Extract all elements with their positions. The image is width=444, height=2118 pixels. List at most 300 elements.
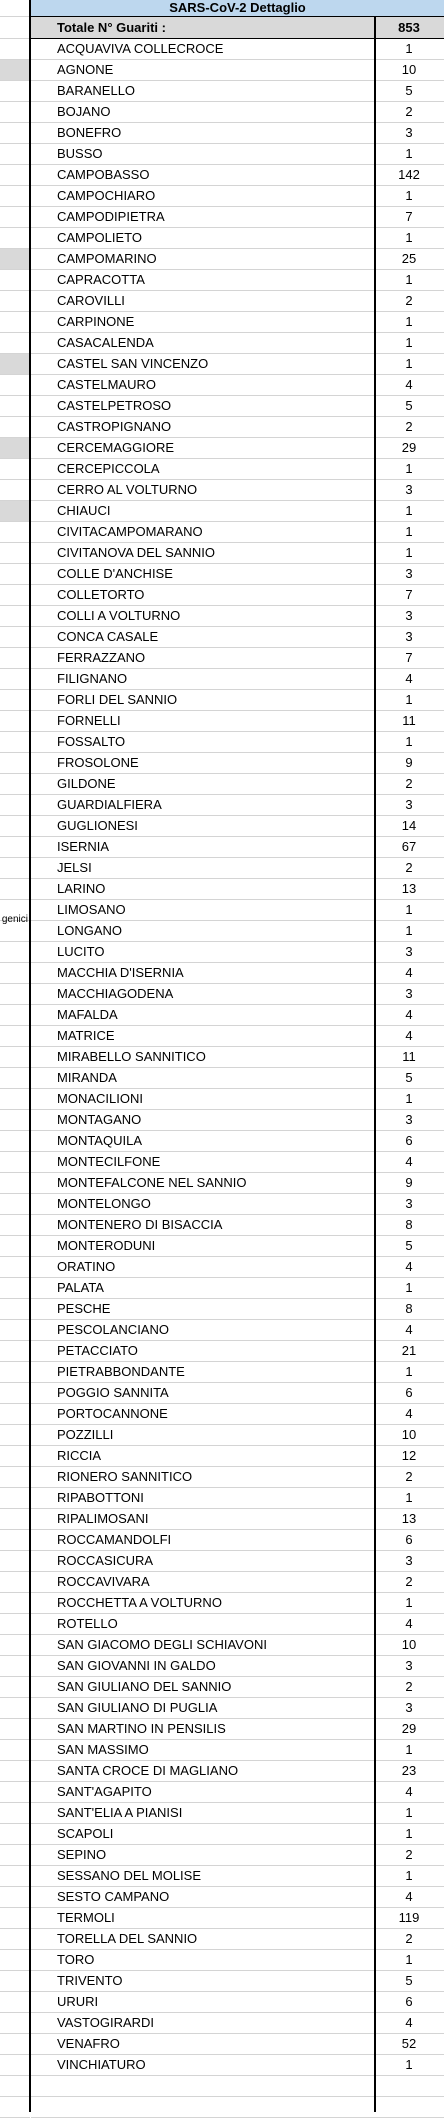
left-cell: [0, 690, 30, 711]
table-row: [31, 1005, 444, 1026]
left-cell: [0, 1845, 30, 1866]
table-row: [31, 753, 444, 774]
left-cell: [0, 1509, 30, 1530]
comune-name: VENAFRO: [57, 2036, 120, 2051]
table-row: [31, 837, 444, 858]
left-cell: [0, 1761, 30, 1782]
guariti-count: 3: [405, 944, 413, 959]
comune-name: SANT'ELIA A PIANISI: [57, 1805, 183, 1820]
left-cell: [0, 249, 30, 270]
table-row: [31, 984, 444, 1005]
left-cell: [0, 1908, 30, 1929]
comune-name: GILDONE: [57, 776, 116, 791]
comune-name: PESCOLANCIANO: [57, 1322, 169, 1337]
comune-name: CONCA CASALE: [57, 629, 159, 644]
comune-name: MONTAQUILA: [57, 1133, 142, 1148]
left-cell: [0, 81, 30, 102]
guariti-count: 1: [405, 1742, 413, 1757]
left-cell: [0, 1446, 30, 1467]
table-row: [31, 60, 444, 81]
comune-name: FOSSALTO: [57, 734, 126, 749]
table-row: [31, 1278, 444, 1299]
table-row: [31, 81, 444, 102]
table-row: [31, 1887, 444, 1908]
left-cell: [0, 942, 30, 963]
guariti-count: 10: [401, 62, 417, 77]
comune-name: CASTELMAURO: [57, 377, 156, 392]
guariti-count: 1: [405, 146, 413, 161]
left-cell: [0, 522, 30, 543]
left-cell: [0, 312, 30, 333]
guariti-count: 5: [405, 1070, 413, 1085]
table-row: [31, 165, 444, 186]
left-cell: [0, 1068, 30, 1089]
guariti-count: 3: [405, 1658, 413, 1673]
guariti-count: 7: [405, 650, 413, 665]
comune-name: BARANELLO: [57, 83, 136, 98]
left-cell: [0, 1572, 30, 1593]
left-cell: [0, 732, 30, 753]
left-cell: [0, 1194, 30, 1215]
guariti-count: 67: [401, 839, 417, 854]
guariti-count: 1: [405, 1091, 413, 1106]
comune-name: PETACCIATO: [57, 1343, 138, 1358]
table-row: [31, 1236, 444, 1257]
left-cell: [0, 1782, 30, 1803]
table-row: [31, 1677, 444, 1698]
left-cell: [0, 606, 30, 627]
table-row: [31, 522, 444, 543]
table-row: [31, 1845, 444, 1866]
guariti-count: 2: [405, 1574, 413, 1589]
table-row: [31, 648, 444, 669]
comune-name: TERMOLI: [57, 1910, 115, 1925]
guariti-count: 13: [401, 881, 417, 896]
table-row: [31, 438, 444, 459]
left-cell: [0, 1803, 30, 1824]
left-cell: [0, 39, 30, 60]
comune-name: PIETRABBONDANTE: [57, 1364, 185, 1379]
table-row: [31, 1362, 444, 1383]
table-row: [31, 1404, 444, 1425]
guariti-count: 4: [405, 1406, 413, 1421]
table-row: [31, 732, 444, 753]
comune-name: SAN MARTINO IN PENSILIS: [57, 1721, 226, 1736]
guariti-count: 3: [405, 566, 413, 581]
comune-name: CERCEMAGGIORE: [57, 440, 175, 455]
left-cell: [0, 1236, 30, 1257]
left-cell: [0, 669, 30, 690]
left-cell: [0, 165, 30, 186]
table-row: [31, 669, 444, 690]
guariti-count: 9: [405, 755, 413, 770]
left-cell: [0, 333, 30, 354]
comune-name: ISERNIA: [57, 839, 110, 854]
left-cell: [0, 291, 30, 312]
table-row: [31, 249, 444, 270]
left-cell: [0, 417, 30, 438]
comune-name: ORATINO: [57, 1259, 116, 1274]
comune-name: RIONERO SANNITICO: [57, 1469, 193, 1484]
comune-name: LIMOSANO: [57, 902, 126, 917]
table-row: [31, 1215, 444, 1236]
table-row: [31, 1551, 444, 1572]
comune-name: BUSSO: [57, 146, 103, 161]
left-cell: [0, 1299, 30, 1320]
table-row: [31, 1992, 444, 2013]
left-cell: [0, 627, 30, 648]
guariti-count: 5: [405, 398, 413, 413]
table-row: [31, 963, 444, 984]
guariti-count: 8: [405, 1301, 413, 1316]
table-row: [31, 1971, 444, 1992]
table-row: [31, 459, 444, 480]
comune-name: MONTAGANO: [57, 1112, 142, 1127]
comune-name: VASTOGIRARDI: [57, 2015, 155, 2030]
guariti-count: 29: [401, 1721, 417, 1736]
guariti-count: 3: [405, 629, 413, 644]
comune-name: MONTENERO DI BISACCIA: [57, 1217, 223, 1232]
table-row: [31, 1320, 444, 1341]
left-cell: [0, 1698, 30, 1719]
guariti-count: 4: [405, 1784, 413, 1799]
comune-name: CASTEL SAN VINCENZO: [57, 356, 209, 371]
comune-name: JELSI: [57, 860, 92, 875]
comune-name: TORO: [57, 1952, 95, 1967]
comune-name: CAROVILLI: [57, 293, 125, 308]
guariti-count: 4: [405, 1154, 413, 1169]
table-row: [31, 354, 444, 375]
table-row: [31, 1299, 444, 1320]
comune-name: MACCHIAGODENA: [57, 986, 174, 1001]
left-cell: [0, 1719, 30, 1740]
guariti-count: 4: [405, 965, 413, 980]
comune-name: GUARDIALFIERA: [57, 797, 162, 812]
left-cell: [0, 1530, 30, 1551]
comune-name: CAMPOBASSO: [57, 167, 150, 182]
left-column-fragment-text: genici: [1, 914, 28, 925]
table-row: [31, 1068, 444, 1089]
comune-name: MONACILIONI: [57, 1091, 143, 1106]
comune-name: ROCCHETTA A VOLTURNO: [57, 1595, 222, 1610]
left-cell: [0, 1173, 30, 1194]
left-cell: [0, 1320, 30, 1341]
comune-name: CIVITANOVA DEL SANNIO: [57, 545, 215, 560]
left-cell: [0, 60, 30, 81]
comune-name: SAN MASSIMO: [57, 1742, 149, 1757]
left-cell: [0, 837, 30, 858]
left-cell: [0, 1593, 30, 1614]
guariti-count: 1: [405, 314, 413, 329]
guariti-count: 2: [405, 1469, 413, 1484]
guariti-count: 1: [405, 230, 413, 245]
left-cell: [0, 2097, 30, 2118]
guariti-count: 1: [405, 1280, 413, 1295]
guariti-count: 2: [405, 1847, 413, 1862]
table-row: [31, 270, 444, 291]
guariti-count: 1: [405, 734, 413, 749]
left-cell: [0, 438, 30, 459]
guariti-count: 14: [401, 818, 417, 833]
comune-name: CHIAUCI: [57, 503, 111, 518]
comune-name: MONTELONGO: [57, 1196, 151, 1211]
table-row: [31, 1488, 444, 1509]
guariti-count: 3: [405, 1196, 413, 1211]
table-row: [31, 627, 444, 648]
guariti-count: 3: [405, 986, 413, 1001]
comune-name: CAMPODIPIETRA: [57, 209, 165, 224]
left-cell: [0, 102, 30, 123]
comune-name: VINCHIATURO: [57, 2057, 146, 2072]
comune-name: SCAPOLI: [57, 1826, 114, 1841]
guariti-count: 3: [405, 1700, 413, 1715]
table-row: [31, 942, 444, 963]
table-row: [31, 1824, 444, 1845]
table-row: [31, 480, 444, 501]
guariti-count: 1: [405, 1490, 413, 1505]
guariti-count: 4: [405, 2015, 413, 2030]
table-row: [31, 1467, 444, 1488]
guariti-count: 1: [405, 2057, 413, 2072]
comune-name: MATRICE: [57, 1028, 115, 1043]
guariti-count: 4: [405, 1259, 413, 1274]
comune-name: PORTOCANNONE: [57, 1406, 168, 1421]
left-cell: [0, 18, 30, 39]
guariti-count: 6: [405, 1133, 413, 1148]
table-row: [31, 501, 444, 522]
table-row: [31, 816, 444, 837]
table-row: [31, 2013, 444, 2034]
left-cell: [0, 1887, 30, 1908]
left-cell: [0, 1110, 30, 1131]
left-cell: [0, 1488, 30, 1509]
guariti-count: 3: [405, 482, 413, 497]
left-cell: [0, 711, 30, 732]
total-row: [31, 17, 444, 39]
comune-name: SANT'AGAPITO: [57, 1784, 152, 1799]
guariti-count: 9: [405, 1175, 413, 1190]
guariti-count: 6: [405, 1994, 413, 2009]
table-row: [31, 1761, 444, 1782]
guariti-count: 1: [405, 545, 413, 560]
table-row: [31, 144, 444, 165]
left-cell: [0, 1656, 30, 1677]
comune-name: CIVITACAMPOMARANO: [57, 524, 203, 539]
table-row: [31, 375, 444, 396]
left-cell: [0, 564, 30, 585]
guariti-count: 5: [405, 1973, 413, 1988]
guariti-count: 1: [405, 692, 413, 707]
table-row: [31, 1257, 444, 1278]
guariti-count: 3: [405, 1112, 413, 1127]
comune-name: LONGANO: [57, 923, 123, 938]
table-row: [31, 291, 444, 312]
table-row: [31, 1782, 444, 1803]
left-cell: [0, 501, 30, 522]
comune-name: SESTO CAMPANO: [57, 1889, 170, 1904]
comune-name: CASTROPIGNANO: [57, 419, 172, 434]
table-row: [31, 2055, 444, 2076]
left-cell: [0, 1971, 30, 1992]
comune-name: AGNONE: [57, 62, 114, 77]
table-row: [31, 1110, 444, 1131]
comune-name: MONTECILFONE: [57, 1154, 161, 1169]
comune-name: PALATA: [57, 1280, 104, 1295]
comune-name: MONTERODUNI: [57, 1238, 156, 1253]
comune-name: CASACALENDA: [57, 335, 154, 350]
table-row: [31, 1950, 444, 1971]
guariti-count: 7: [405, 587, 413, 602]
comune-name: COLLI A VOLTURNO: [57, 608, 181, 623]
comune-name: CAMPOCHIARO: [57, 188, 156, 203]
guariti-count: 23: [401, 1763, 417, 1778]
comune-name: SAN GIULIANO DEL SANNIO: [57, 1679, 232, 1694]
left-cell: [0, 543, 30, 564]
table-row: [31, 1026, 444, 1047]
left-cell: [0, 2013, 30, 2034]
table-row: [31, 2034, 444, 2055]
table-row: [31, 1803, 444, 1824]
guariti-count: 1: [405, 41, 413, 56]
table-row: [31, 921, 444, 942]
comune-name: RIPALIMOSANI: [57, 1511, 149, 1526]
table-row: [31, 1425, 444, 1446]
guariti-count: 4: [405, 1007, 413, 1022]
table-row: [31, 564, 444, 585]
left-cell: [0, 1362, 30, 1383]
left-cell: [0, 1614, 30, 1635]
left-cell: [0, 1047, 30, 1068]
guariti-count: 12: [401, 1448, 417, 1463]
guariti-count: 21: [401, 1343, 417, 1358]
table-row: [31, 186, 444, 207]
table-row: [31, 1383, 444, 1404]
guariti-count: 2: [405, 776, 413, 791]
guariti-count: 3: [405, 125, 413, 140]
comune-name: FROSOLONE: [57, 755, 139, 770]
comune-name: ROCCAVIVARA: [57, 1574, 150, 1589]
guariti-count: 6: [405, 1385, 413, 1400]
guariti-count: 4: [405, 671, 413, 686]
table-row: [31, 1047, 444, 1068]
comune-name: LUCITO: [57, 944, 105, 959]
left-cell: [0, 270, 30, 291]
guariti-count: 1: [405, 1952, 413, 1967]
left-cell: [0, 228, 30, 249]
left-cell: [0, 1257, 30, 1278]
left-cell: [0, 753, 30, 774]
comune-name: MIRABELLO SANNITICO: [57, 1049, 206, 1064]
guariti-count: 5: [405, 1238, 413, 1253]
table-row: [31, 1152, 444, 1173]
guariti-count: 4: [405, 1322, 413, 1337]
left-cell: [0, 1467, 30, 1488]
comune-name: GUGLIONESI: [57, 818, 138, 833]
guariti-count: 1: [405, 902, 413, 917]
table-row: [31, 690, 444, 711]
comune-name: FORLI DEL SANNIO: [57, 692, 178, 707]
comune-name: SANTA CROCE DI MAGLIANO: [57, 1763, 239, 1778]
guariti-count: 10: [401, 1427, 417, 1442]
table-row: [31, 606, 444, 627]
table-row: [31, 333, 444, 354]
comune-name: PESCHE: [57, 1301, 111, 1316]
comune-name: MACCHIA D'ISERNIA: [57, 965, 184, 980]
comune-name: MONTEFALCONE NEL SANNIO: [57, 1175, 247, 1190]
comune-name: SAN GIULIANO DI PUGLIA: [57, 1700, 218, 1715]
comune-name: FORNELLI: [57, 713, 121, 728]
left-cell: [0, 2076, 30, 2097]
guariti-count: 1: [405, 503, 413, 518]
comune-name: RICCIA: [57, 1448, 102, 1463]
table-row: [31, 1866, 444, 1887]
left-cell: [0, 1635, 30, 1656]
comune-name: BOJANO: [57, 104, 111, 119]
left-cell: [0, 1131, 30, 1152]
left-cell: [0, 648, 30, 669]
comune-name: SEPINO: [57, 1847, 107, 1862]
table-row: [31, 207, 444, 228]
comune-name: POGGIO SANNITA: [57, 1385, 169, 1400]
guariti-count: 3: [405, 608, 413, 623]
comune-name: POZZILLI: [57, 1427, 114, 1442]
comune-name: MIRANDA: [57, 1070, 117, 1085]
left-cell: [0, 984, 30, 1005]
guariti-count: 3: [405, 797, 413, 812]
table-row: [31, 1173, 444, 1194]
guariti-count: 1: [405, 335, 413, 350]
table-row: [31, 795, 444, 816]
left-cell: [0, 1824, 30, 1845]
left-cell: [0, 480, 30, 501]
comune-name: CARPINONE: [57, 314, 135, 329]
left-cell: [0, 1383, 30, 1404]
guariti-count: 1: [405, 461, 413, 476]
left-cell: [0, 879, 30, 900]
table-row: [31, 1446, 444, 1467]
guariti-count: 2: [405, 1679, 413, 1694]
guariti-count: 1: [405, 272, 413, 287]
table-row: [31, 1656, 444, 1677]
comune-name: CERRO AL VOLTURNO: [57, 482, 198, 497]
table-row: [31, 1635, 444, 1656]
guariti-count: 11: [402, 1049, 416, 1064]
guariti-count: 13: [401, 1511, 417, 1526]
left-cell: [0, 375, 30, 396]
comune-name: CAPRACOTTA: [57, 272, 145, 287]
comune-name: FERRAZZANO: [57, 650, 146, 665]
guariti-count: 2: [405, 104, 413, 119]
comune-name: ROCCAMANDOLFI: [57, 1532, 172, 1547]
left-cell: [0, 1215, 30, 1236]
comune-name: ROCCASICURA: [57, 1553, 154, 1568]
left-cell: [0, 354, 30, 375]
left-column-fragment: [0, 0, 30, 2112]
guariti-count: 142: [398, 167, 420, 182]
guariti-count: 119: [398, 1910, 420, 1925]
comune-name: CAMPOMARINO: [57, 251, 157, 266]
left-cell: [0, 816, 30, 837]
left-cell: [0, 1950, 30, 1971]
comune-name: BONEFRO: [57, 125, 122, 140]
table-row: [31, 879, 444, 900]
guariti-count: 2: [405, 419, 413, 434]
guariti-count: 29: [401, 440, 417, 455]
left-cell: [0, 1740, 30, 1761]
comune-name: SESSANO DEL MOLISE: [57, 1868, 202, 1883]
comune-name: MAFALDA: [57, 1007, 118, 1022]
table-row: [31, 102, 444, 123]
